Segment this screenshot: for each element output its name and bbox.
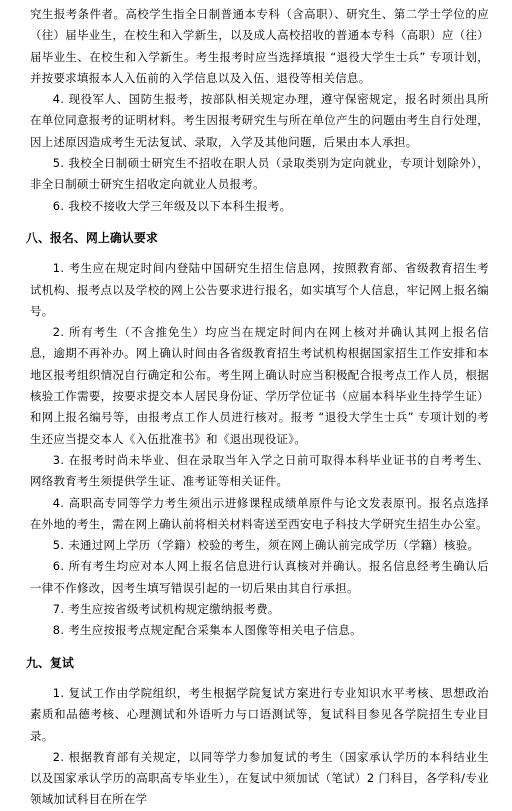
- registration-item-4: 4. 高职高专同等学力考生须出示进修课程成绩单原件与论文发表原刊。报名点选择在外地的考生，需在网上确认前将相关材料寄送至西安电子科技大学研究生招生办公室。: [30, 495, 489, 531]
- section-heading-registration: 八、报名、网上确认要求: [26, 230, 158, 245]
- registration-item-3: 3. 在报考时尚未毕业、但在录取当年入学之日前可取得本科毕业证书的自考考生、网络教育考生须提供学生证、准考证等相关证件。: [30, 452, 489, 489]
- registration-item-7: 7. 考生应按省级考试机构规定缴纳报考费。: [52, 602, 280, 617]
- continuation-paragraph: 究生报考条件者。高校学生指全日制普通本专科（含高职）、研究生、第二学士学位的应（往）届毕业生，在校生和入学新生，以及成人高校招收的普通本专科（高职）应（往）届毕业生、在校生和入学新生。考生报考时应当选择填报 “退役大学生士兵” 专项计划，并按要求填报本人入伍前的入学信息以及入伍、退役等相关信息。: [30, 7, 489, 85]
- registration-item-8: 8. 考生应按报考点规定配合采集本人图像等相关电子信息。: [52, 623, 362, 638]
- registration-item-1: 1. 考生应在规定时间内登陆中国研究生招生信息网，按照教育部、省级教育招生考试机构、报考点以及学校的网上公告要求进行报名，如实填写个人信息，牢记网上报名编号。: [30, 261, 489, 318]
- eligibility-item-4: 4. 现役军人、国防生报考，按部队相关规定办理，遵守保密规定，报名时须出具所在单位同意报考的证明材料。考生因报考研究生与所在单位产生的问题由考生自行处理，因上述原因造成考生无法复试、录取，入学及其他问题，后果由本人承担。: [30, 92, 489, 149]
- registration-item-6: 6. 所有考生均应对本人网上报名信息进行认真核对并确认。报名信息经考生确认后一律不作修改，因考生填写错误引起的一切后果由其自行承担。: [30, 559, 489, 595]
- eligibility-item-6: 6. 我校不接收大学三年级及以下本科生报考。: [52, 198, 292, 213]
- section-heading-reexam: 九、复试: [26, 655, 74, 670]
- registration-item-2: 2. 所有考生（不含推免生）均应当在规定时间内在网上核对并确认其网上报名信息，逾期不再补办。网上确认时间由各省级教育招生考试机构根据国家招生工作安排和本地区报考组织情况自行确定和公布。考生网上确认时应当积极配合报考点工作人员，根据核验工作需要，按要求提交本人居民身份证、学历学位证书（应届本科毕业生持学生证）和网上报名编号等，由报考点工作人员进行核对。报考 “退役大学生士兵” 专项计划的考生还应当提交本人《入伍批准书》和《退出现役证》。: [30, 325, 489, 446]
- reexam-item-2: 2. 根据教育部有关规定，以同等学力参加复试的考生（国家承认学历的本科结业生以及国家承认学历的高职高专毕业生），在复试中须加试（笔试）2 门科目，各学科/专业领域加试科目在所在学: [30, 749, 489, 807]
- eligibility-item-5: 5. 我校全日制硕士研究生不招收在职人员（录取类别为定向就业，专项计划除外），非全日制硕士研究生招收定向就业人员报考。: [30, 156, 489, 192]
- registration-item-5: 5. 未通过网上学历（学籍）校验的考生，须在网上确认前完成学历（学籍）核验。: [52, 538, 480, 553]
- reexam-item-1: 1. 复试工作由学院组织，考生根据学院复试方案进行专业知识水平考核、思想政治素质和品德考核、心理测试和外语听力与口语测试等，复试科目参见各学院招生专业目录。: [30, 685, 489, 743]
